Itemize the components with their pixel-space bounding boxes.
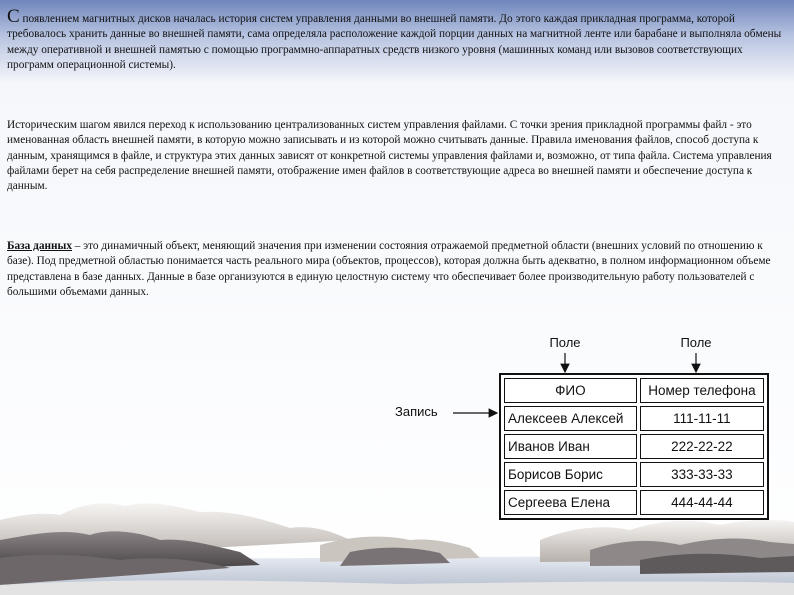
- cell-name: Борисов Борис: [504, 462, 637, 487]
- table-row: [504, 462, 764, 487]
- field-label-phone: Поле: [680, 335, 712, 350]
- cell-name: Иванов Иван: [504, 434, 637, 459]
- column-header-fio: ФИО: [504, 378, 637, 403]
- table-header-row: [504, 378, 764, 403]
- first-letter: С: [7, 6, 20, 27]
- paragraph-text: – это динамичный объект, меняющий значения при изменении состояния отражаемой предметной области (внешних условий по отношению к базе). Под предметной областью понимается часть реального мира (объектов, процессов), которая должна быть адекватно, в полном информационном объеме представлена в базе данных. Данные в базе организуются в единую целостную систему что обеспечивает более производительную работу пользователей с большими объемами данных.: [7, 240, 771, 298]
- cell-phone: 111-11-11: [640, 406, 764, 431]
- record-label: Запись: [395, 404, 438, 419]
- cell-name: Сергеева Елена: [504, 490, 637, 515]
- field-label-fio: Поле: [549, 335, 581, 350]
- paragraph-text: Историческим шагом явился переход к использованию централизованных систем управления файлами. С точки зрения прикладной программы файл - это именованная область внешней памяти, в которую можно записывать и из которой можно считывать данные. Правила именования файлов, способ доступа к данным, хранящимся в файле, и структура этих данных зависят от конкретной системы управления файлами и, возможно, от типа файла. Система управления файлами берет на себя распределение внешней памяти, отображение имен файлов в соответствующие адреса во внешней памяти и обеспечение доступа к данным.: [7, 119, 772, 193]
- term-database: База данных: [7, 240, 72, 252]
- table-row: [504, 490, 764, 515]
- records-table: [499, 373, 769, 520]
- column-header-phone: Номер телефона: [640, 378, 764, 403]
- table-row: [504, 406, 764, 431]
- cell-phone: 444-44-44: [640, 490, 764, 515]
- cell-name: Алексеев Алексей: [504, 406, 637, 431]
- cell-phone: 333-33-33: [640, 462, 764, 487]
- table-row: [504, 434, 764, 459]
- cell-phone: 222-22-22: [640, 434, 764, 459]
- paragraph-text: появлением магнитных дисков началась история систем управления данными во внешней памяти. До этого каждая прикладная программа, которой требовалось хранить данные во внешней памяти, сама определяла расположение каждой порции данных на магнитной ленте или барабане и выполняла обмены между оперативной и внешней памятью с помощью программно-аппаратных средств низкого уровня (машинных команд или вызовов соответствующих программ операционной системы).: [7, 13, 782, 71]
